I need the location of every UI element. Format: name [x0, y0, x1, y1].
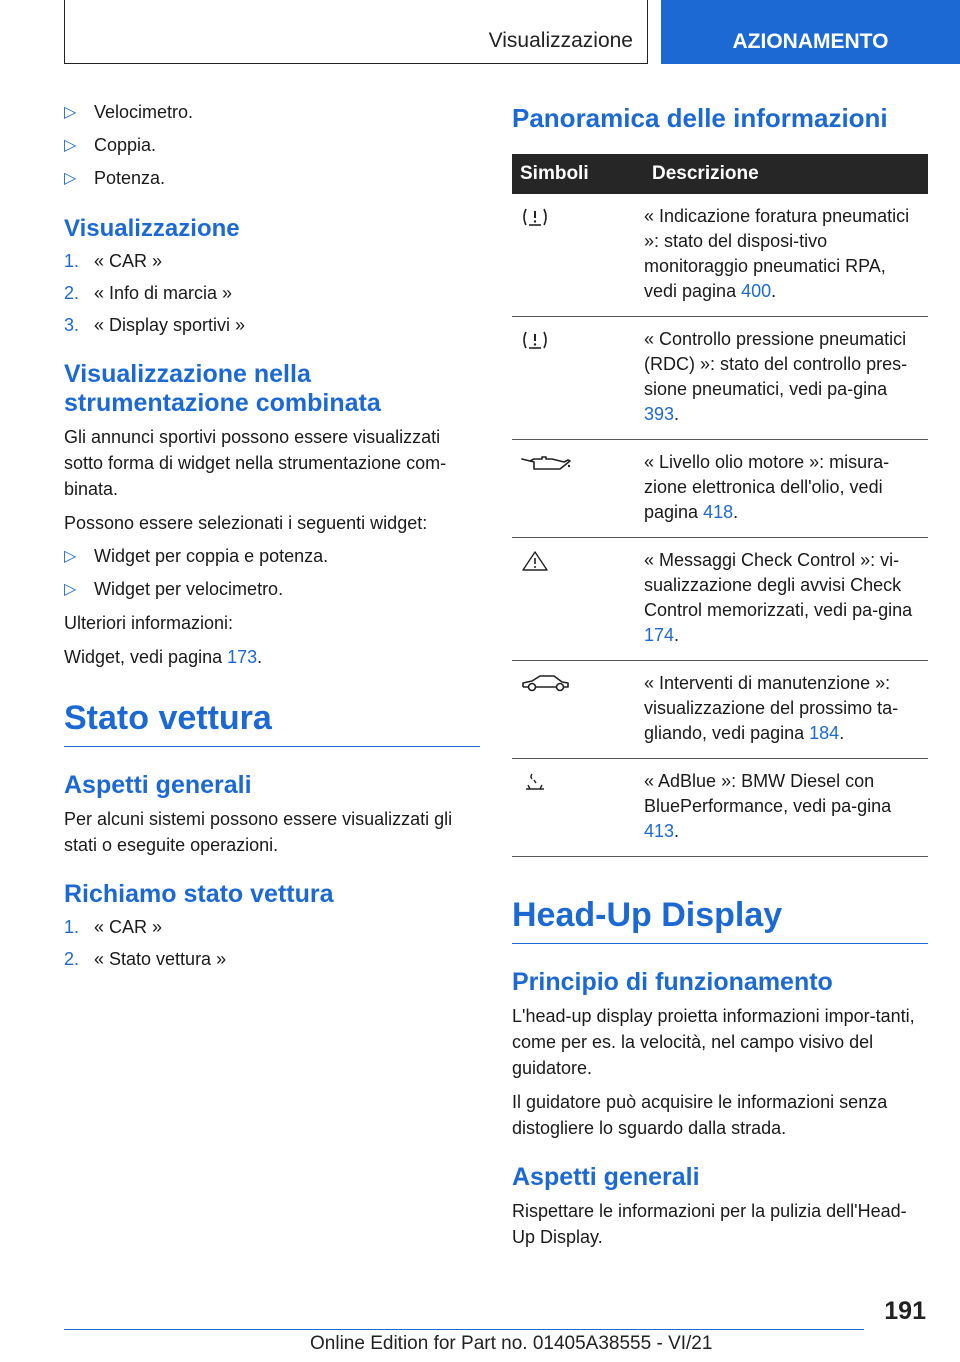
- right-column: [512, 102, 928, 1258]
- hud-aspetti-heading: Aspetti generali: [512, 1163, 700, 1191]
- principio-paragraph-2: Il guidatore può acquisire le informazioni senza distogliere lo sguardo dalla strada.: [512, 1092, 888, 1138]
- list-item: ▷ Widget per velocimetro.: [64, 577, 480, 602]
- page-link[interactable]: 418: [703, 502, 734, 522]
- strumentazione-heading: Visualizzazione nella strumentazione combinata: [64, 360, 381, 417]
- car-service-icon: [520, 673, 572, 695]
- step-item: 1. « CAR »: [64, 251, 163, 271]
- triangle-bullet-icon: ▷: [64, 104, 77, 121]
- principio-paragraph-1: L'head-up display proietta informazioni impor-tanti, come per es. la velocità, nel campo visivo del guidatore.: [512, 1006, 915, 1078]
- visualizzazione-steps: [64, 249, 480, 338]
- table-row: « AdBlue »: BMW Diesel con BluePerformance, vedi pa-gina 413.: [512, 759, 928, 857]
- aspetti-generali-text: Per alcuni sistemi possono essere visualizzati gli stati o eseguite operazioni.: [64, 809, 453, 855]
- triangle-bullet-icon: ▷: [64, 548, 77, 565]
- richiamo-steps: [64, 915, 480, 972]
- step-item: 1. « CAR »: [64, 917, 163, 937]
- table-header-symbols: Simboli: [512, 154, 644, 194]
- richiamo-heading: Richiamo stato vettura: [64, 880, 334, 908]
- triangle-bullet-icon: ▷: [64, 581, 77, 598]
- triangle-bullet-icon: ▷: [64, 137, 77, 154]
- warning-triangle-icon: [520, 550, 550, 572]
- header-chapter-title: AZIONAMENTO: [732, 30, 889, 53]
- table-header-description: Descrizione: [644, 154, 928, 194]
- step-item: 2. « Info di marcia »: [64, 283, 233, 303]
- principio-heading: Principio di funzionamento: [512, 968, 833, 996]
- header-section-box: [64, 0, 648, 64]
- tire-pressure-icon: [520, 329, 550, 351]
- widget-reference: Widget, vedi pagina 173.: [64, 647, 263, 667]
- page-number: 191: [884, 1297, 926, 1325]
- stato-vettura-title: Stato vettura: [64, 698, 480, 747]
- hud-title: Head-Up Display: [512, 895, 928, 944]
- aspetti-generali-heading: Aspetti generali: [64, 771, 252, 799]
- step-item: 3. « Display sportivi »: [64, 315, 246, 335]
- oil-can-icon: [520, 452, 572, 474]
- page-link[interactable]: 413: [644, 821, 675, 841]
- strumentazione-paragraph: Gli annunci sportivi possono essere visualizzati sotto forma di widget nella strumentazione com-binata.: [64, 427, 447, 499]
- table-row: « Controllo pressione pneumatici (RDC) »: stato del controllo pres-sione pneumatici, vedi pa-gina 393.: [512, 317, 928, 440]
- visualizzazione-heading: Visualizzazione: [64, 215, 240, 242]
- page-link[interactable]: 400: [741, 281, 772, 301]
- panoramica-heading: Panoramica delle informazioni: [512, 103, 888, 133]
- triangle-bullet-icon: ▷: [64, 170, 77, 187]
- footer-edition: Online Edition for Part no. 01405A38555 - VI/21: [310, 1333, 713, 1354]
- header-chapter-tab: [661, 0, 960, 64]
- table-row: « Livello olio motore »: misura-zione elettronica dell'olio, vedi pagina 418.: [512, 440, 928, 538]
- hud-aspetti-text: Rispettare le informazioni per la pulizia dell'Head-Up Display.: [512, 1201, 907, 1247]
- adblue-icon: [520, 771, 550, 793]
- table-row: « Messaggi Check Control »: vi-sualizzazione degli avvisi Check Control memorizzati, vedi pa-gina 174.: [512, 538, 928, 661]
- tire-warning-icon: [520, 206, 550, 228]
- list-item: ▷ Potenza.: [64, 166, 480, 191]
- top-bullet-list: [64, 100, 480, 191]
- page-link[interactable]: 184: [809, 723, 840, 743]
- list-item: ▷ Widget per coppia e potenza.: [64, 544, 480, 569]
- list-item: ▷ Coppia.: [64, 133, 480, 158]
- more-info-label: Ulteriori informazioni:: [64, 613, 234, 633]
- left-column: [64, 100, 480, 979]
- widget-bullet-list: [64, 544, 480, 602]
- table-row: « Interventi di manutenzione »: visualizzazione del prossimo ta-gliando, vedi pagina 184.: [512, 661, 928, 759]
- table-row: « Indicazione foratura pneumatici »: stato del disposi-tivo monitoraggio pneumatici RPA, vedi pagina 400.: [512, 194, 928, 317]
- header-section-title: Visualizzazione: [488, 29, 633, 52]
- footer-rule: [64, 1329, 864, 1330]
- info-table: [512, 154, 928, 857]
- page-link[interactable]: 174: [644, 625, 675, 645]
- widget-intro: Possono essere selezionati i seguenti widget:: [64, 513, 428, 533]
- list-item: ▷ Velocimetro.: [64, 100, 480, 125]
- step-item: 2. « Stato vettura »: [64, 949, 227, 969]
- page-link[interactable]: 173: [227, 647, 258, 667]
- page-link[interactable]: 393: [644, 404, 675, 424]
